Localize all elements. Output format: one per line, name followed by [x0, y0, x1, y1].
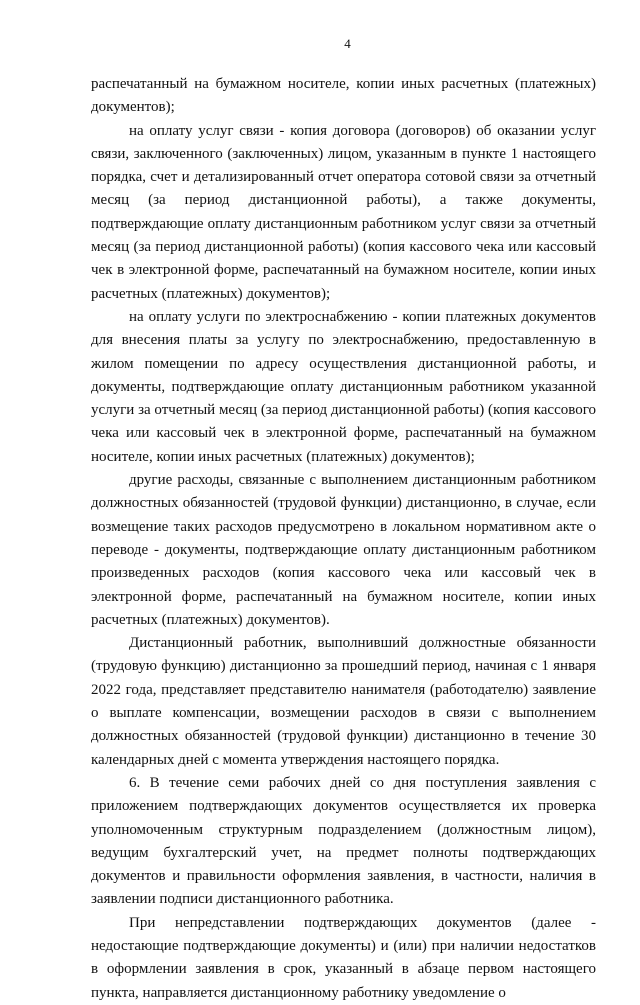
page-number: 4	[344, 36, 351, 51]
paragraph: распечатанный на бумажном носителе, копии иных расчетных (платежных) документов);	[91, 76, 596, 116]
paragraph: Дистанционный работник, выполнивший должностные обязанности (трудовую функцию) дистанционно за прошедший период, начиная с 1 января 2022 года, представляет представителю нанимателя (работодателю) заявление о выплате компенсации, возмещении расходов в связи с выполнением должностных обязанностей (трудовой функции) дистанционно в течение 30 календарных дней с момента утверждения настоящего порядка.	[91, 635, 596, 768]
paragraph: При непредставлении подтверждающих документов (далее - недостающие подтверждающие документы) и (или) при наличии недостатков в оформлении заявления в срок, указанный в абзаце первом настоящего пункта, направляется дистанционному работнику уведомление о	[91, 914, 596, 1001]
paragraph: на оплату услуги по электроснабжению - копии платежных документов для внесения платы за услугу по электроснабжению, предоставленную в жилом помещении по адресу осуществления дистанционной работы, и документы, подтверждающие оплату дистанционным работником указанной услуги за отчетный месяц (за период дистанционной работы) (копия кассового чека или кассовый чек в электронной форме, распечатанный на бумажном носителе, копии иных расчетных (платежных) документов);	[91, 308, 596, 465]
paragraph: на оплату услуг связи - копия договора (договоров) об оказании услуг связи, заключенного (заключенных) лицом, указанным в пункте 1 настоящего порядка, счет и детализированный отчет оператора сотовой связи за отчетный месяц (за период дистанционной работы), а также документы, подтверждающие оплату дистанционным работником услуг связи за отчетный месяц (за период дистанционной работы) (копия кассового чека или кассовый чек в электронной форме, распечатанный на бумажном носителе, копии иных расчетных (платежных) документов);	[91, 122, 596, 302]
document-body	[91, 73, 596, 1005]
paragraph: другие расходы, связанные с выполнением дистанционным работником должностных обязанностей (трудовой функции) дистанционно, в случае, если возмещение таких расходов предусмотрено в локальном нормативном акте о переводе - документы, подтверждающие оплату дистанционным работником произведенных расходов (копия кассового чека или кассовый чек в электронной форме, распечатанный на бумажном носителе, копии иных расчетных (платежных) документов).	[91, 472, 596, 628]
paragraph: 6. В течение семи рабочих дней со дня поступления заявления с приложением подтверждающих документов осуществляется их проверка уполномоченным структурным подразделением (должностным лицом), ведущим бухгалтерский учет, на предмет полноты подтверждающих документов и правильности оформления заявления, в частности, наличия в заявлении подписи дистанционного работника.	[91, 774, 596, 908]
